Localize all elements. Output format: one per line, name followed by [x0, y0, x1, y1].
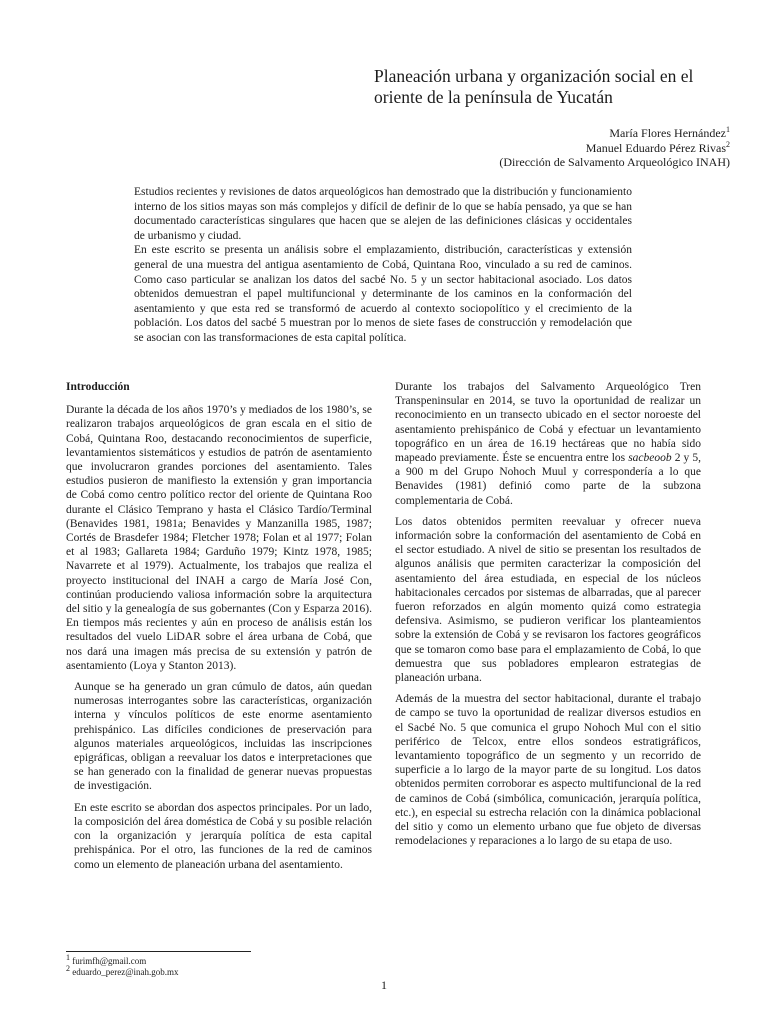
abstract	[134, 185, 632, 346]
right-column	[395, 380, 701, 856]
right-paragraph-3: Además de la muestra del sector habitacional, durante el trabajo de campo se tuvo la oportunidad de realizar diversos estudios en el Sacbé No. 5 que comunica el grupo Nohoch Mul con el sitio periférico de Telcox, entre ellos sondeos estratigráficos, levantamiento topográfico de un segmento y un recorrido de superficie a lo largo de la mayor parte de su longitud. Los datos obtenidos permiten corroborar es aspecto multifuncional de la red de caminos de Cobá (simbólica, comunicación, jerarquía política, etc.), en especial su estrecha relación con la dinámica poblacional del sitio y como un elemento urbano que fue objeto de diversas remodelaciones y reparaciones a lo largo de su etapa de uso.	[395, 693, 701, 848]
author-1: María Flores Hernández$^1$	[609, 125, 730, 140]
footnotes	[66, 953, 179, 978]
left-column	[66, 380, 372, 879]
author-2: Manuel Eduardo Pérez Rivas$^2$	[585, 139, 730, 155]
affiliation: (Dirección de Salvamento Arqueológico INAH)	[499, 155, 730, 170]
left-paragraph-2: Aunque se ha generado un gran cúmulo de datos, aún quedan numerosas interrogantes sobre las características, organización interna y vínculos políticos de este enorme asentamiento prehispánico. Las difíciles condiciones de preservación para algunos materiales arqueológicos, incluidas las inscripciones epigráficas, obligan a reevaluar los datos e interpretaciones que se han generado con la finalidad de generar nuevas propuestas de investigación.	[74, 681, 372, 793]
left-paragraph-1: Durante la década de los años 1970’s y mediados de los 1980’s, se realizaron trabajos arqueológicos de gran escala en el sitio de Cobá, Quintana Roo, destacando reconocimientos de superficie, levantamientos sistemáticos y estudios de patrón de asentamiento que involucraron grandes porciones del asentamiento. Tales estudios pusieron de manifiesto la extensión y gran importancia de Cobá como centro político rector del oriente de Quintana Roo durante el Clásico Temprano y hasta el Clásico Tardío/Terminal (Benavides 1981, 1981a; Benavides y Manzanilla 1985, 1987; Cortés de Brasdefer 1984; Fletcher 1978; Folan et al 1977; Folan et al 1983; Gallareta 1984; Garduño 1979; Kintz 1978, 1985; Navarrete et al 1979). Actualmente, los trabajos que realiza el proyecto institucional del INAH a cargo de María José Con, continúan produciendo valiosa información sobre la arquitectura del sitio y la genealogía de sus gobernantes (Con y Esparza 2016). En tiempos más recientes y aún en proceso de análisis están los resultados del vuelo LiDAR sobre el área urbana de Cobá, que nos dará una imagen más precisa de su extensión y patrón de asentamiento (Loya y Stanton 2013).	[66, 404, 372, 672]
author-block	[499, 126, 730, 170]
footnote-1: $^1$ furimfh@gmail.com	[66, 953, 147, 966]
footnote-divider	[66, 951, 251, 952]
page-number: 1	[381, 978, 387, 992]
footnote-2: $^2$ eduardo_perez@inah.gob.mx	[66, 964, 179, 977]
paper-title: Planeación urbana y organización social en el oriente de la península de Yucatán	[374, 66, 694, 107]
abstract-paragraph-2: En este escrito se presenta un análisis sobre el emplazamiento, distribución, características y extensión general de una muestra del antigua asentamiento de Cobá, Quintana Roo, vinculado a su red de caminos. Como caso particular se analizan los datos del sacbé No. 5 y un sector habitacional asociado. Los datos obtenidos demuestran el papel multifuncional y determinante de los caminos en la conformación del asentamiento y que esta red se transformó de acuerdo al contexto sociopolítico y el crecimiento de la población. Los datos del sacbé 5 muestran por lo menos de siete fases de construcción y remodelación que se asocian con las transformaciones de esta capital política.	[134, 244, 632, 344]
left-paragraph-3: En este escrito se abordan dos aspectos principales. Por un lado, la composición del área doméstica de Cobá y su posible relación con la organización y jerarquía política de esta capital prehispánica. Por el otro, las funciones de la red de caminos como un elemento de planeación urbana del asentamiento.	[74, 801, 372, 871]
section-heading-introduccion: Introducción	[66, 381, 130, 393]
abstract-paragraph-1: Estudios recientes y revisiones de datos arqueológicos han demostrado que la distribución y funcionamiento interno de los sitios mayas son más complejos y difícil de definir de lo que se había pensado, ya que se han documentado características singulares que hacen que se alejen de las definiciones clásicas y occidentales de urbanismo y ciudad.	[134, 186, 632, 242]
right-paragraph-2: Los datos obtenidos permiten reevaluar y ofrecer nueva información sobre la conformación del asentamiento de Cobá en el sector estudiado. A nivel de sitio se presentan los resultados de algunos análisis que permiten caracterizar la composición del asentamiento del área estudiada, en especial de los núcleos habitacionales cercados por sistemas de albarradas, que al parecer fueron reforzados en algún momento quizá como estrategia defensiva. Asimismo, se pudieron verificar los planteamientos sobre la extensión de Cobá y se revisaron los factores geográficos que se tomaron como base para el emplazamiento de Cobá, lo que demuestra que sus pobladores emplearon estrategias de planeación urbana.	[395, 515, 701, 685]
right-paragraph-1: Durante los trabajos del Salvamento Arqueológico Tren Transpeninsular en 2014, se tuvo la oportunidad de realizar un reconocimiento en un transecto ubicado en el sector noroeste del asentamiento prehispánico de Cobá y efectuar un levantamiento topográfico en un área de 16.19 hectáreas que no había sido mapeado previamente. Éste se encuentra entre los sacbeoob 2 y 5, a 900 m del Grupo Nohoch Muul y correspondería a lo que Benavides (1981) definió como parte de la subzona complementaria de Cobá.	[395, 381, 701, 507]
